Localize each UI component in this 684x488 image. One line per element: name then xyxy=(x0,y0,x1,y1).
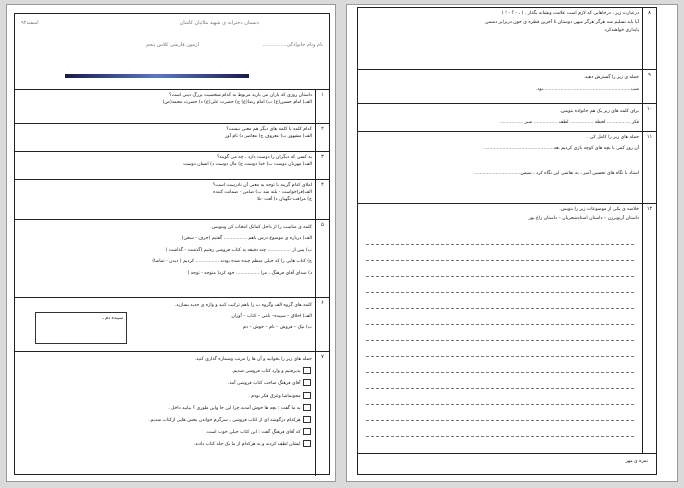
ordering-item[interactable]: ایشان لطف کردند و به هرکدام از ما یک جلد کتاب دادند. xyxy=(18,439,312,451)
fill-in-line[interactable]: ج) کتاب هایی را که خیلی منظم چیده شده بودند ................ کردیم ( دیدن - تماشا) xyxy=(152,259,312,265)
question-11 xyxy=(358,132,656,204)
question-2 xyxy=(15,124,329,152)
question-text: جمله ی زیر را گسترش دهید. xyxy=(583,75,639,80)
ordering-item[interactable]: که آقای فرهنگ گفت : این کتاب خیلی خوب است. xyxy=(18,427,312,439)
fill-in-line[interactable]: استاد با نگاه های تحسین آمیز ، به نقاشی این نگاه کرد ، سپس................................ xyxy=(473,170,639,176)
answer-box[interactable] xyxy=(35,312,127,344)
writing-area[interactable] xyxy=(358,234,642,453)
question-number: ۴ xyxy=(315,180,329,219)
writing-line[interactable] xyxy=(366,356,634,357)
ordering-item[interactable]: آقای فرهنگ صاحب کتاب فروشی آمد. xyxy=(18,378,312,390)
question-6 xyxy=(15,298,329,352)
ordering-item[interactable]: پذیرفتیم و وارد کتاب فروشی شدیم. xyxy=(18,366,312,378)
word-group-b: ب) نیک – فروش – نام – خوش – دم xyxy=(242,325,312,331)
question-text: درعبارت زیر ، درجاهایی که لازم است علامت ونشانه بگذار . ( ، - ؟ - ! ) xyxy=(501,11,639,16)
school-name: دبستان دخترانه ی شهید ملائیان کاشان xyxy=(179,20,259,26)
word-group-a: الف) اخلاق – سپیده– نامی – کتاب – آوران xyxy=(231,314,312,320)
checkbox[interactable] xyxy=(303,379,311,386)
writing-line[interactable] xyxy=(366,420,634,421)
question-number: ۱۰ xyxy=(642,104,656,131)
writing-line[interactable] xyxy=(366,372,634,373)
ordering-item[interactable]: هرکدام درگوشه ای از کتاب فروشی ، سرگرم خواندن بخش هایی ازکتاب شدیم. xyxy=(18,415,312,427)
question-text: داستان روزی که باران می بارید مربوط به کدام شخصیت بزرگ دینی است؟ xyxy=(169,93,312,98)
question-number: ۵ xyxy=(315,220,329,297)
writing-line[interactable] xyxy=(366,308,634,309)
question-number: ۱ xyxy=(315,90,329,123)
question-9 xyxy=(358,70,656,104)
fill-in-line[interactable]: آن روز کمی با بچه های کوچه بازی کردیم بعد................................................ xyxy=(483,146,639,152)
question-text: کدام کلمه با کلمه های دیگر هم معنی نیست؟ xyxy=(226,127,312,132)
ordering-item[interactable]: به ما گفت : بچه ها خوش آمدید.چرا این جا واین طوری ؟ بیایید داخل . xyxy=(18,403,312,415)
fill-in-line[interactable]: شب............................................................بود. xyxy=(535,86,639,92)
exam-date: اسفند۹۲ xyxy=(21,20,39,26)
checkbox[interactable] xyxy=(303,367,311,374)
punctuation-sentence[interactable]: آیا باید تسلیم شد هرگز هرگز میهن دوستان تا آخرین قطره ی خون دربرابر دشمن xyxy=(485,19,639,25)
answer-options[interactable]: الف) مشهور ب) معروف ج) معاصر د) نام آور xyxy=(225,134,312,140)
header-divider xyxy=(65,74,249,78)
writing-line[interactable] xyxy=(366,292,634,293)
question-text: خلاصه ی یکی از موضوعات زیر را بنویس. xyxy=(559,207,639,212)
question-number: ۹ xyxy=(642,70,656,103)
writing-line[interactable] xyxy=(366,276,634,277)
punctuation-sentence[interactable]: پایداری خواهندکرد xyxy=(604,28,639,34)
question-number: ۱۲ xyxy=(642,204,656,453)
answer-options[interactable]: ج) مراقب-نگهبان د) آفت -بلا xyxy=(257,197,312,203)
question-4 xyxy=(15,180,329,220)
question-text: به کسی که دیگران را دوست دارد ، چه می گویند؟ xyxy=(216,155,312,160)
answer-options[interactable]: الف) مهربان دوست ب) خدا دوست ج) مال دوست د) انسان دوست xyxy=(183,162,312,168)
checkbox[interactable] xyxy=(303,416,311,423)
fill-in-line[interactable]: فکر ................ لحظه ................ لطف ................ صبر ................ xyxy=(499,120,639,126)
left-exam-page xyxy=(6,4,336,482)
question-text: برای کلمه های زیر یک هم خانواده بنویس. xyxy=(559,109,639,114)
answer-box-example: سپیده دم ـ xyxy=(102,316,123,321)
topic-list: داستان آریوبرزن – داستان استادشجریان – داستان زاغ بور xyxy=(528,215,639,221)
question-number: ۲ xyxy=(315,124,329,151)
student-name-label: نام ونام خانوادگی............... xyxy=(262,42,323,48)
question-text: جمله های زیر را کامل کن . xyxy=(587,135,639,140)
question-number: ۶ xyxy=(315,298,329,351)
right-exam-page xyxy=(346,4,678,482)
checkbox[interactable] xyxy=(303,392,311,399)
fill-in-line[interactable]: الف) درباره ی موضوع درس باهم ................ گفتیم (حرف - سخن) xyxy=(181,236,312,242)
fill-in-line[interactable]: ب) پس از ................ چند دقیقه به کتاب فروشی رفتیم (گذشت - گذاشت ) xyxy=(165,247,312,253)
answer-options[interactable]: الف)فراخواست - بلند شد ب) ضامن - ضمانت کننده xyxy=(213,190,312,196)
question-text: املای کدام گزینه با توجه به معنی آن نادرست است؟ xyxy=(212,183,312,188)
question-text: جمله های زیر را بخوانید و آن ها را مرتب وشماره گذاری کنید. xyxy=(194,357,312,362)
question-8 xyxy=(358,8,656,70)
right-exam-border xyxy=(357,7,657,475)
question-7 xyxy=(15,352,329,476)
exam-title: آزمون فارسی کلاس پنجم xyxy=(145,42,199,48)
question-3 xyxy=(15,152,329,180)
question-text: کلمه ی مناسب را از داخل کمانک انتخاب کن وبنویس. xyxy=(210,225,312,230)
writing-line[interactable] xyxy=(366,436,634,437)
question-10 xyxy=(358,104,656,132)
grade-footer xyxy=(358,454,656,474)
left-exam-border xyxy=(14,13,330,475)
writing-line[interactable] xyxy=(366,244,634,245)
question-number: ۸ xyxy=(642,8,656,69)
writing-line[interactable] xyxy=(366,404,634,405)
question-number: ۳ xyxy=(315,152,329,179)
writing-line[interactable] xyxy=(366,388,634,389)
checkbox[interactable] xyxy=(303,428,311,435)
writing-line[interactable] xyxy=(366,324,634,325)
grade-label: نمره ی مهر xyxy=(625,459,648,464)
fill-in-line[interactable]: د) صدای آقای فرهنگ ، مرا ................ خود کرد( متوجه - توجه ) xyxy=(187,270,312,276)
question-1 xyxy=(15,90,329,124)
writing-line[interactable] xyxy=(366,340,634,341)
checkbox[interactable] xyxy=(303,404,311,411)
question-text: کلمه های گروه الف وگروه ب را باهم ترکیب کنید و واژه ی جدید بسازید. xyxy=(174,303,312,308)
answer-options[interactable]: الف) امام حسین(ع) ب) امام رضا(ع) ج) حضرت علی(ع) د) حضرت محمد(ص) xyxy=(162,100,312,106)
checkbox[interactable] xyxy=(303,440,311,447)
writing-line[interactable] xyxy=(366,260,634,261)
question-number: ۷ xyxy=(315,352,329,476)
question-12 xyxy=(358,204,656,454)
ordering-item[interactable]: محوتماشا وغرق فکر بودم . xyxy=(18,391,312,403)
question-5 xyxy=(15,220,329,298)
exam-header xyxy=(15,14,329,90)
question-number: ۱۱ xyxy=(642,132,656,203)
